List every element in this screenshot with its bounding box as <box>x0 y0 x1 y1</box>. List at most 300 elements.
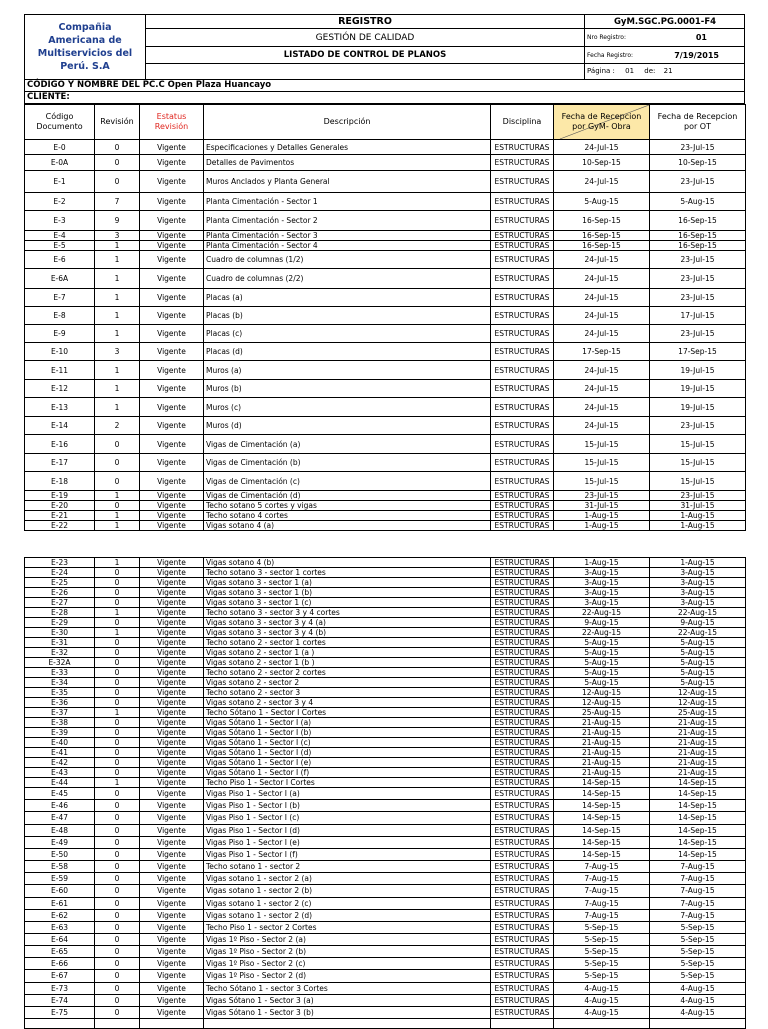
cell-descripcion: Planta Cimentación - Sector 2 <box>204 211 491 231</box>
cell-disciplina: ESTRUCTURAS <box>491 343 554 361</box>
cell-estatus: Vigente <box>140 171 204 193</box>
cell-revision: 0 <box>95 885 140 897</box>
cell-fecha-gym: 14-Sep-15 <box>554 812 650 824</box>
cell-disciplina: ESTRUCTURAS <box>491 812 554 824</box>
table-row <box>25 380 746 398</box>
cell-codigo: E-46 <box>25 800 95 812</box>
cell-revision: 1 <box>95 521 140 531</box>
cell-fecha-gym: 24-Jul-15 <box>554 398 650 417</box>
cell-estatus: Vigente <box>140 897 204 909</box>
cell-revision: 0 <box>95 155 140 171</box>
cell-descripcion: Vigas de Cimentación (b) <box>204 454 491 472</box>
col-fecha-gym-label: Fecha de Recepcion por GyM- Obra <box>561 112 642 131</box>
cell-estatus: Vigente <box>140 211 204 231</box>
cell-estatus: Vigente <box>140 909 204 921</box>
cell-estatus: Vigente <box>140 812 204 824</box>
cell-descripcion: Techo sotano 2 - sector 2 cortes <box>204 668 491 678</box>
cell-disciplina: ESTRUCTURAS <box>491 241 554 251</box>
cell-codigo: E-1 <box>25 171 95 193</box>
col-fecha-ot: Fecha de Recepcion por OT <box>650 105 746 140</box>
cell-descripcion: Techo Piso 1 - sector 2 Cortes <box>204 921 491 933</box>
table-row <box>25 788 746 800</box>
cell-fecha-gym: 7-Aug-15 <box>554 873 650 885</box>
cell-descripcion: Techo sotano 3 - sector 1 cortes <box>204 568 491 578</box>
cell-descripcion: Placas (b) <box>204 307 491 325</box>
cell-codigo: E-4 <box>25 231 95 241</box>
cell-descripcion: Muros Anclados y Planta General <box>204 171 491 193</box>
fecha-registro-value: 7/19/2015 <box>674 51 719 60</box>
table-row <box>25 698 746 708</box>
table-row <box>25 417 746 435</box>
cell-disciplina: ESTRUCTURAS <box>491 788 554 800</box>
cell-codigo: E-7 <box>25 289 95 307</box>
table-row <box>25 398 746 417</box>
de-label: de: <box>644 67 656 75</box>
cell-descripcion: Vigas sotano 1 - sector 2 (d) <box>204 909 491 921</box>
cell-revision: 0 <box>95 873 140 885</box>
cell-codigo: E-10 <box>25 343 95 361</box>
cell-estatus: Vigente <box>140 307 204 325</box>
cell-fecha-gym: 5-Sep-15 <box>554 946 650 958</box>
cell-fecha-gym: 17-Sep-15 <box>554 343 650 361</box>
cell-revision: 0 <box>95 454 140 472</box>
cell-fecha-ot: 14-Sep-15 <box>650 800 746 812</box>
cell-descripcion: Vigas sotano 2 - sector 1 (b ) <box>204 658 491 668</box>
cell-fecha-ot: 17-Jul-15 <box>650 307 746 325</box>
cell-disciplina: ESTRUCTURAS <box>491 211 554 231</box>
cell-codigo: E-43 <box>25 768 95 778</box>
cell-estatus: Vigente <box>140 269 204 289</box>
cell-disciplina: ESTRUCTURAS <box>491 171 554 193</box>
cell-fecha-gym: 5-Aug-15 <box>554 193 650 211</box>
cell-codigo: E-74 <box>25 994 95 1006</box>
cell-codigo: E-6 <box>25 251 95 269</box>
cell-revision: 0 <box>95 897 140 909</box>
cell-revision: 1 <box>95 628 140 638</box>
cell-estatus: Vigente <box>140 398 204 417</box>
cell-revision: 0 <box>95 728 140 738</box>
cell-revision: 1 <box>95 558 140 568</box>
table-row <box>25 251 746 269</box>
table-row <box>25 848 746 860</box>
cell-fecha-ot: 7-Aug-15 <box>650 885 746 897</box>
cell-codigo: E-44 <box>25 778 95 788</box>
cell-disciplina: ESTRUCTURAS <box>491 501 554 511</box>
cell-codigo: E-27 <box>25 598 95 608</box>
cell-revision: 0 <box>95 748 140 758</box>
cell-fecha-gym: 1-Aug-15 <box>554 511 650 521</box>
cell-codigo: E-17 <box>25 454 95 472</box>
cell-estatus: Vigente <box>140 698 204 708</box>
cell-disciplina: ESTRUCTURAS <box>491 325 554 343</box>
cell-codigo: E-25 <box>25 578 95 588</box>
cell-disciplina: ESTRUCTURAS <box>491 628 554 638</box>
cell-fecha-ot: 7-Aug-15 <box>650 861 746 873</box>
cell-disciplina: ESTRUCTURAS <box>491 768 554 778</box>
cell-estatus: Vigente <box>140 417 204 435</box>
cell-revision: 0 <box>95 171 140 193</box>
cell-estatus: Vigente <box>140 628 204 638</box>
cell-codigo: E-62 <box>25 909 95 921</box>
table-row <box>25 361 746 380</box>
cell-disciplina: ESTRUCTURAS <box>491 668 554 678</box>
cell-fecha-ot: 1-Aug-15 <box>650 558 746 568</box>
cell-revision: 0 <box>95 435 140 454</box>
cell-fecha-ot: 5-Sep-15 <box>650 921 746 933</box>
cell-fecha-gym: 15-Jul-15 <box>554 454 650 472</box>
cell-descripcion: Vigas 1º Piso - Sector 2 (a) <box>204 933 491 945</box>
gestion-title: GESTIÓN DE CALIDAD <box>146 29 585 47</box>
cell-fecha-ot: 21-Aug-15 <box>650 728 746 738</box>
nro-registro-label: Nro Registro: <box>587 34 626 41</box>
fecha-registro-label: Fecha Registro: <box>587 52 634 59</box>
cell-revision: 0 <box>95 658 140 668</box>
cell-estatus: Vigente <box>140 873 204 885</box>
cell-fecha-gym: 5-Aug-15 <box>554 678 650 688</box>
cell-fecha-gym: 1-Aug-15 <box>554 558 650 568</box>
cell-fecha-ot: 5-Sep-15 <box>650 958 746 970</box>
cell-disciplina: ESTRUCTURAS <box>491 748 554 758</box>
cell-fecha-gym: 24-Jul-15 <box>554 417 650 435</box>
cell-revision: 2 <box>95 417 140 435</box>
cell-fecha-ot: 7-Aug-15 <box>650 909 746 921</box>
table-row <box>25 628 746 638</box>
table-row <box>25 269 746 289</box>
cell-disciplina: ESTRUCTURAS <box>491 970 554 982</box>
cell-revision: 1 <box>95 289 140 307</box>
cell-fecha-ot: 21-Aug-15 <box>650 718 746 728</box>
cell-estatus: Vigente <box>140 251 204 269</box>
table-row <box>25 568 746 578</box>
column-header-row <box>25 105 746 140</box>
cell-fecha-ot: 7-Aug-15 <box>650 873 746 885</box>
cell-revision: 1 <box>95 269 140 289</box>
table-row <box>25 921 746 933</box>
cell-estatus: Vigente <box>140 861 204 873</box>
table-row <box>25 608 746 618</box>
cell-codigo: E-19 <box>25 491 95 501</box>
col-descripcion: Descripción <box>204 105 491 140</box>
table-row <box>25 578 746 588</box>
cell-estatus: Vigente <box>140 343 204 361</box>
project-info <box>24 80 745 104</box>
client-label: CLIENTE: <box>27 92 70 102</box>
table-row <box>25 658 746 668</box>
cell-fecha-ot: 1-Aug-15 <box>650 521 746 531</box>
cell-fecha-gym: 24-Jul-15 <box>554 289 650 307</box>
cell-fecha-ot: 4-Aug-15 <box>650 1006 746 1018</box>
cell-disciplina: ESTRUCTURAS <box>491 435 554 454</box>
cell-estatus: Vigente <box>140 231 204 241</box>
cell-fecha-ot: 5-Sep-15 <box>650 970 746 982</box>
cell-fecha-gym: 5-Sep-15 <box>554 970 650 982</box>
cell-revision: 0 <box>95 758 140 768</box>
cell-disciplina: ESTRUCTURAS <box>491 638 554 648</box>
cell-disciplina: ESTRUCTURAS <box>491 588 554 598</box>
cell-codigo: E-22 <box>25 521 95 531</box>
cell-fecha-gym: 14-Sep-15 <box>554 778 650 788</box>
cell-fecha-gym: 24-Jul-15 <box>554 251 650 269</box>
cell-codigo: E-18 <box>25 472 95 491</box>
cell-fecha-ot: 14-Sep-15 <box>650 824 746 836</box>
cell-descripcion: Techo Sótano 1 - Sector I Cortes <box>204 708 491 718</box>
cell-revision: 0 <box>95 668 140 678</box>
cell-codigo: E-8 <box>25 307 95 325</box>
cell-revision: 0 <box>95 982 140 994</box>
cell-disciplina: ESTRUCTURAS <box>491 193 554 211</box>
cell-revision: 0 <box>95 800 140 812</box>
table-row <box>25 289 746 307</box>
cell-disciplina: ESTRUCTURAS <box>491 718 554 728</box>
cell-fecha-gym: 4-Aug-15 <box>554 1006 650 1018</box>
cell-revision: 9 <box>95 211 140 231</box>
table-row <box>25 618 746 628</box>
cell-codigo: E-0 <box>25 140 95 155</box>
drawing-table-2 <box>24 557 746 1029</box>
cell-revision: 0 <box>95 768 140 778</box>
cell-fecha-ot: 1-Aug-15 <box>650 511 746 521</box>
cell-fecha-ot: 19-Jul-15 <box>650 398 746 417</box>
cell-codigo: E-45 <box>25 788 95 800</box>
cell-fecha-ot: 7-Aug-15 <box>650 897 746 909</box>
cell-fecha-ot: 23-Jul-15 <box>650 140 746 155</box>
cell-revision: 1 <box>95 251 140 269</box>
cell-disciplina: ESTRUCTURAS <box>491 933 554 945</box>
cell-estatus: Vigente <box>140 648 204 658</box>
cell-disciplina: ESTRUCTURAS <box>491 758 554 768</box>
cell-cutoff <box>140 1018 204 1028</box>
table-row <box>25 171 746 193</box>
cell-descripcion: Vigas Piso 1 - Sector I (b) <box>204 800 491 812</box>
cell-fecha-gym: 14-Sep-15 <box>554 788 650 800</box>
cell-disciplina: ESTRUCTURAS <box>491 1006 554 1018</box>
cell-codigo: E-61 <box>25 897 95 909</box>
cell-descripcion: Planta Cimentación - Sector 1 <box>204 193 491 211</box>
cell-estatus: Vigente <box>140 325 204 343</box>
table-row <box>25 812 746 824</box>
cell-descripcion: Vigas 1º Piso - Sector 2 (b) <box>204 946 491 958</box>
cell-descripcion: Techo Piso 1 - Sector I Cortes <box>204 778 491 788</box>
cell-descripcion: Vigas Sótano 1 - Sector I (c) <box>204 738 491 748</box>
cell-revision: 3 <box>95 231 140 241</box>
col-revision: Revisión <box>95 105 140 140</box>
table-row <box>25 994 746 1006</box>
cell-fecha-gym: 22-Aug-15 <box>554 628 650 638</box>
col-codigo: Código Documento <box>25 105 95 140</box>
cell-descripcion: Vigas sotano 3 - sector 3 y 4 (a) <box>204 618 491 628</box>
cell-descripcion: Techo sotano 2 - sector 3 <box>204 688 491 698</box>
cell-descripcion: Vigas Sótano 1 - Sector 3 (a) <box>204 994 491 1006</box>
cell-fecha-gym: 14-Sep-15 <box>554 836 650 848</box>
table-row <box>25 472 746 491</box>
cell-estatus: Vigente <box>140 618 204 628</box>
cell-estatus: Vigente <box>140 638 204 648</box>
listado-blank <box>146 64 585 79</box>
table-row <box>25 648 746 658</box>
cell-descripcion: Techo sotano 2 - sector 1 cortes <box>204 638 491 648</box>
cell-fecha-gym: 5-Aug-15 <box>554 648 650 658</box>
cell-estatus: Vigente <box>140 140 204 155</box>
table-row <box>25 758 746 768</box>
cell-fecha-gym: 5-Sep-15 <box>554 921 650 933</box>
cell-revision: 0 <box>95 472 140 491</box>
cell-codigo: E-20 <box>25 501 95 511</box>
cell-descripcion: Vigas sotano 1 - sector 2 (b) <box>204 885 491 897</box>
cell-estatus: Vigente <box>140 658 204 668</box>
col-estatus: Estatus Revisión <box>140 105 204 140</box>
cell-fecha-ot: 15-Jul-15 <box>650 435 746 454</box>
cell-estatus: Vigente <box>140 1006 204 1018</box>
drawing-table-1 <box>24 104 746 531</box>
cell-fecha-gym: 7-Aug-15 <box>554 885 650 897</box>
cell-fecha-ot: 5-Aug-15 <box>650 668 746 678</box>
cell-estatus: Vigente <box>140 289 204 307</box>
table-row <box>25 511 746 521</box>
cell-codigo: E-67 <box>25 970 95 982</box>
table-row <box>25 970 746 982</box>
cell-estatus: Vigente <box>140 598 204 608</box>
cell-estatus: Vigente <box>140 982 204 994</box>
cell-descripcion: Cuadro de columnas (2/2) <box>204 269 491 289</box>
cell-fecha-gym: 21-Aug-15 <box>554 718 650 728</box>
cell-descripcion: Techo Sótano 1 - sector 3 Cortes <box>204 982 491 994</box>
cell-disciplina: ESTRUCTURAS <box>491 454 554 472</box>
registro-title: REGISTRO <box>146 15 585 29</box>
cell-disciplina: ESTRUCTURAS <box>491 155 554 171</box>
cell-disciplina: ESTRUCTURAS <box>491 897 554 909</box>
cell-estatus: Vigente <box>140 578 204 588</box>
cell-fecha-ot: 21-Aug-15 <box>650 748 746 758</box>
pagina-label: Página : <box>587 67 615 75</box>
cell-fecha-ot: 3-Aug-15 <box>650 598 746 608</box>
cell-descripcion: Techo sotano 5 cortes y vigas <box>204 501 491 511</box>
cell-fecha-ot: 21-Aug-15 <box>650 758 746 768</box>
cell-revision: 0 <box>95 688 140 698</box>
cell-disciplina: ESTRUCTURAS <box>491 140 554 155</box>
cell-revision: 0 <box>95 698 140 708</box>
cell-fecha-gym: 3-Aug-15 <box>554 588 650 598</box>
cell-revision: 1 <box>95 307 140 325</box>
cell-fecha-ot: 19-Jul-15 <box>650 380 746 398</box>
cell-descripcion: Techo sotano 3 - sector 3 y 4 cortes <box>204 608 491 618</box>
cell-codigo: E-3 <box>25 211 95 231</box>
cell-revision: 1 <box>95 380 140 398</box>
cell-fecha-gym: 12-Aug-15 <box>554 688 650 698</box>
cell-descripcion: Vigas Piso 1 - Sector I (a) <box>204 788 491 800</box>
cell-codigo: E-11 <box>25 361 95 380</box>
cell-descripcion: Muros (a) <box>204 361 491 380</box>
cell-estatus: Vigente <box>140 748 204 758</box>
project-code-name: CÓDIGO Y NOMBRE DEL PC.C Open Plaza Huancayo <box>25 80 744 92</box>
cell-revision: 0 <box>95 588 140 598</box>
cell-disciplina: ESTRUCTURAS <box>491 608 554 618</box>
cell-fecha-gym: 5-Aug-15 <box>554 658 650 668</box>
table-row <box>25 598 746 608</box>
cell-codigo: E-31 <box>25 638 95 648</box>
cell-codigo: E-33 <box>25 668 95 678</box>
cell-codigo: E-32A <box>25 658 95 668</box>
cell-fecha-ot: 10-Sep-15 <box>650 155 746 171</box>
cell-fecha-ot: 9-Aug-15 <box>650 618 746 628</box>
cell-estatus: Vigente <box>140 718 204 728</box>
cell-descripcion: Vigas 1º Piso - Sector 2 (d) <box>204 970 491 982</box>
cell-revision: 1 <box>95 325 140 343</box>
cell-estatus: Vigente <box>140 472 204 491</box>
cell-revision: 0 <box>95 738 140 748</box>
cell-fecha-ot: 31-Jul-15 <box>650 501 746 511</box>
cell-codigo: E-2 <box>25 193 95 211</box>
document-header <box>24 14 745 80</box>
cell-fecha-ot: 12-Aug-15 <box>650 698 746 708</box>
cell-disciplina: ESTRUCTURAS <box>491 618 554 628</box>
cell-descripcion: Vigas sotano 2 - sector 3 y 4 <box>204 698 491 708</box>
cell-codigo: E-21 <box>25 511 95 521</box>
cell-disciplina: ESTRUCTURAS <box>491 836 554 848</box>
cell-revision: 1 <box>95 778 140 788</box>
cell-fecha-gym: 14-Sep-15 <box>554 824 650 836</box>
cell-codigo: E-9 <box>25 325 95 343</box>
table-row-cutoff <box>25 1018 746 1028</box>
cell-disciplina: ESTRUCTURAS <box>491 946 554 958</box>
table-row <box>25 140 746 155</box>
cell-codigo: E-40 <box>25 738 95 748</box>
cell-codigo: E-32 <box>25 648 95 658</box>
table-row <box>25 885 746 897</box>
cell-disciplina: ESTRUCTURAS <box>491 491 554 501</box>
cell-descripcion: Vigas sotano 3 - sector 1 (a) <box>204 578 491 588</box>
cell-codigo: E-41 <box>25 748 95 758</box>
cell-disciplina: ESTRUCTURAS <box>491 982 554 994</box>
cell-fecha-gym: 14-Sep-15 <box>554 848 650 860</box>
cell-fecha-gym: 1-Aug-15 <box>554 521 650 531</box>
cell-disciplina: ESTRUCTURAS <box>491 848 554 860</box>
cell-revision: 0 <box>95 824 140 836</box>
cell-fecha-gym: 5-Aug-15 <box>554 638 650 648</box>
cell-fecha-gym: 24-Jul-15 <box>554 361 650 380</box>
cell-codigo: E-6A <box>25 269 95 289</box>
cell-descripcion: Vigas Sótano 1 - Sector I (b) <box>204 728 491 738</box>
cell-estatus: Vigente <box>140 768 204 778</box>
cell-codigo: E-5 <box>25 241 95 251</box>
cell-disciplina: ESTRUCTURAS <box>491 688 554 698</box>
cell-codigo: E-37 <box>25 708 95 718</box>
cell-fecha-gym: 7-Aug-15 <box>554 909 650 921</box>
cell-fecha-ot: 5-Aug-15 <box>650 658 746 668</box>
cell-fecha-gym: 24-Jul-15 <box>554 171 650 193</box>
cell-descripcion: Vigas Piso 1 - Sector I (c) <box>204 812 491 824</box>
table-row <box>25 708 746 718</box>
cell-estatus: Vigente <box>140 970 204 982</box>
cell-fecha-gym: 3-Aug-15 <box>554 568 650 578</box>
cell-estatus: Vigente <box>140 511 204 521</box>
table-row <box>25 435 746 454</box>
cell-disciplina: ESTRUCTURAS <box>491 269 554 289</box>
cell-disciplina: ESTRUCTURAS <box>491 380 554 398</box>
table-row <box>25 155 746 171</box>
cell-fecha-ot: 3-Aug-15 <box>650 578 746 588</box>
cell-codigo: E-63 <box>25 921 95 933</box>
cell-fecha-gym: 7-Aug-15 <box>554 861 650 873</box>
cell-codigo: E-16 <box>25 435 95 454</box>
table-row <box>25 897 746 909</box>
table-row <box>25 958 746 970</box>
cell-disciplina: ESTRUCTURAS <box>491 958 554 970</box>
cell-estatus: Vigente <box>140 800 204 812</box>
cell-descripcion: Vigas Sótano 1 - Sector I (e) <box>204 758 491 768</box>
table-row <box>25 748 746 758</box>
cell-codigo: E-58 <box>25 861 95 873</box>
cell-estatus: Vigente <box>140 778 204 788</box>
